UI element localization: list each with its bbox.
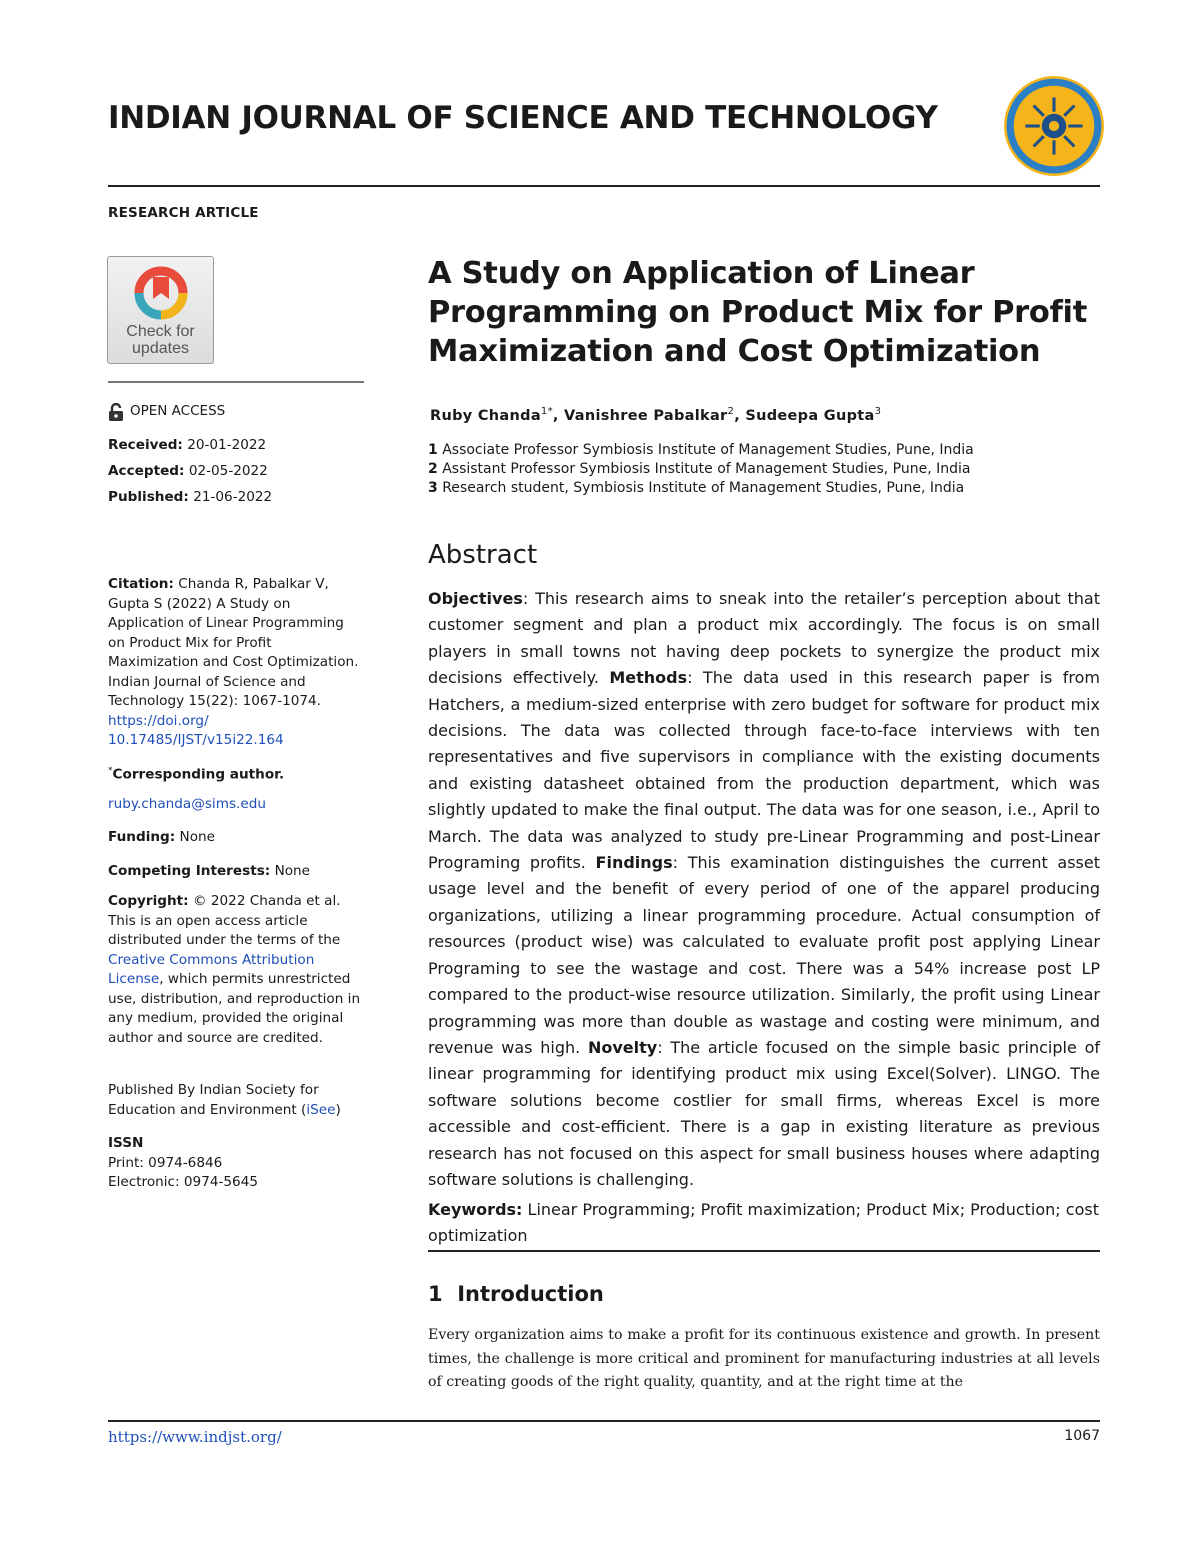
license-link[interactable]: Creative Commons Attribution License [108, 951, 315, 987]
affiliation-1: 1 Associate Professor Symbiosis Institute of Management Studies, Pune, India [428, 442, 974, 458]
publisher-block: Published By Indian Society for Education and Environment (iSee) [108, 1082, 341, 1118]
article-type: RESEARCH ARTICLE [108, 205, 259, 221]
footer-divider [108, 1420, 1100, 1422]
corresponding-author: *Corresponding author. [108, 766, 285, 783]
issn-block [108, 1134, 366, 1193]
citation-block: Citation: Chanda R, Pabalkar V, Gupta S (2022) A Study on Application of Linear Programming on Product Mix for Profit Maximization and Cost Optimization. Indian Journal of Science and Technology 15(22): 1067-1074. https://doi.org/ 10.17485/IJST/v15i22.164 [108, 576, 359, 748]
isee-link[interactable]: iSee [306, 1101, 336, 1118]
header-divider [108, 185, 1100, 187]
journal-title: INDIAN JOURNAL OF SCIENCE AND TECHNOLOGY [108, 100, 938, 136]
keywords: Keywords: Linear Programming; Profit maximization; Product Mix; Production; cost optimization [428, 1200, 1099, 1245]
corresponding-email [108, 795, 366, 815]
crossmark-icon [133, 265, 189, 321]
email-link[interactable]: ruby.chanda@sims.edu [108, 796, 266, 812]
sidebar-divider [108, 381, 364, 383]
abstract-divider [428, 1250, 1100, 1252]
accepted-date: Accepted: 02-05-2022 [108, 463, 268, 479]
open-lock-icon [108, 403, 124, 421]
issn-print: Print: 0974-6846 [108, 1154, 223, 1171]
affiliation-3: 3 Research student, Symbiosis Institute of Management Studies, Pune, India [428, 480, 965, 496]
page-number: 1067 [1064, 1428, 1100, 1444]
introduction-heading: 1 Introduction [428, 1282, 604, 1306]
paper-title: A Study on Application of Linear Programming on Product Mix for Profit Maximization and Cost Optimization [428, 256, 1087, 369]
citation-text: Chanda R, Pabalkar V, Gupta S (2022) A Study on Application of Linear Programming on Product Mix for Profit Maximization and Cost Optimization. Indian Journal of Science and Technology 15(22): 1067-1074. [108, 576, 359, 709]
introduction-text: Every organization aims to make a profit for its continuous existence and growth. In present times, the challenge is more critical and prominent for manufacturing industries at all levels of creating goods of the right quality, quantity, and at the right time at the [428, 1327, 1100, 1390]
funding: Funding: None [108, 829, 215, 845]
issn-electronic: Electronic: 0974-5645 [108, 1174, 259, 1190]
journal-logo-icon [1003, 75, 1105, 177]
abstract-heading: Abstract [428, 540, 538, 570]
received-date: Received: 20-01-2022 [108, 437, 267, 453]
author-list: Ruby Chanda$^{1*}$, Vanishree Pabalkar$^2$, Sudeepa Gupta$^3$ [430, 406, 882, 424]
journal-url-link[interactable]: https://www.indjst.org/ [108, 1428, 282, 1446]
competing-interests: Competing Interests: None [108, 863, 311, 879]
check-for-updates-button[interactable] [107, 256, 214, 364]
affiliation-2: 2 Assistant Professor Symbiosis Institute of Management Studies, Pune, India [428, 461, 971, 477]
published-date: Published: 21-06-2022 [108, 489, 273, 505]
issn-label: ISSN [108, 1135, 144, 1151]
open-access-label [108, 402, 366, 422]
citation-doi-link[interactable]: https://doi.org/ 10.17485/IJST/v15i22.164 [108, 712, 284, 748]
copyright-block: Copyright: © 2022 Chanda et al. This is an open access article distributed under the terms of the Creative Commons Attribution License, which permits unrestricted use, distribution, and reproduction in any medium, provided the original author and source are credited. [108, 893, 361, 1046]
check-updates-line2: updates [132, 340, 189, 357]
check-updates-line1: Check for [126, 323, 195, 340]
abstract-body: Objectives: This research aims to sneak into the retailer’s perception about that customer segment and plan a product mix accordingly. The focus is on small players in small towns not having deep pockets to synergize the product mix decisions effectively. Methods: The data used in this research paper is from Hatchers, a medium-sized enterprise with zero budget for software for product mix decisions. The data was collected through face-to-face interviews with ten representatives and five supervisors in compliance with the existing documents and existing datasheet obtained from the production department, which was slightly updated to make the final output. The data was for one season, i.e., April to March. The data was analyzed to study pre-Linear Programming and post-Linear Programing profits. Findings: This examination distinguishes the current asset usage level and the benefit of every period of one of the apparel producing organizations, utilizing a linear programming procedure. Actual consumption of resources (product wise) was calculated to evaluate profit post applying Linear Programing to see the wastage and cost. There was a 54% increase post LP compared to the product-wise resource utilization. Similarly, the profit using Linear programming was more than double as wastage and costing were minimum, and revenue was high. Novelty: The article focused on the simple basic principle of linear programming for identifying product mix using Excel(Solver). LINGO. The software solutions become costlier for small firms, whereas Excel is more accessible and cost-efficient. There is a gap in existing literature as previous research has not focused on this aspect for small business houses where adapting software solutions is challenging. [428, 589, 1100, 1189]
open-access-text: OPEN ACCESS [130, 403, 226, 419]
